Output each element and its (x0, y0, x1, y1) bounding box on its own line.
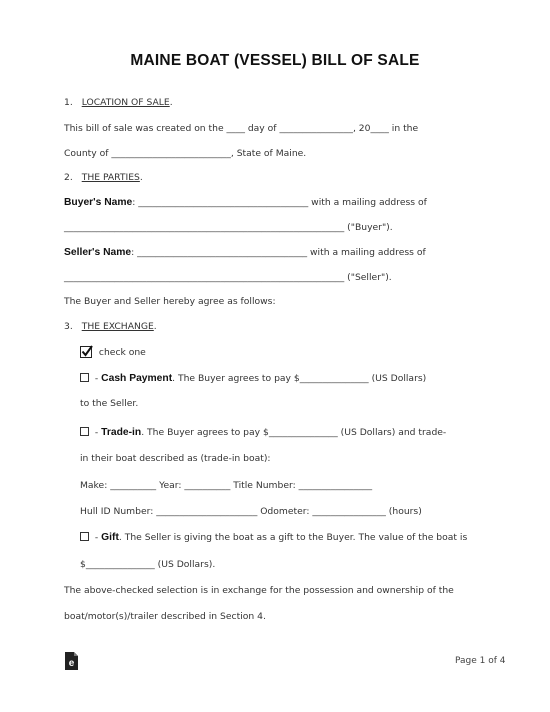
buyer-name-field[interactable]: : _____________________________________ with a mailing address of (132, 197, 427, 208)
agreement-text: The Buyer and Seller hereby agree as follows: (64, 296, 276, 307)
trade-in-text: . The Buyer agrees to pay $_______________ (US Dollars) and trade- (141, 427, 447, 438)
trade-in-option (80, 427, 446, 439)
gift-label: Gift (101, 532, 119, 543)
exchange-closing-2: boat/motor(s)/trailer described in Section 4. (64, 611, 266, 622)
check-one-label: check one (98, 347, 146, 358)
document-title: MAINE BOAT (VESSEL) BILL OF SALE (130, 52, 420, 69)
section-title: THE EXCHANGE (81, 321, 154, 332)
cash-payment-text: . The Buyer agrees to pay $_______________ (US Dollars) (172, 373, 427, 384)
eforms-logo-icon (64, 652, 78, 674)
seller-name-line (64, 247, 426, 259)
section-1-heading: 1. LOCATION OF SALE. (64, 97, 173, 108)
gift-option (80, 532, 467, 544)
option-dash: - (92, 427, 102, 438)
gift-text-2: $_______________ (US Dollars). (80, 559, 216, 570)
checked-box-icon (80, 346, 92, 358)
seller-address-field[interactable]: _____________________________________________________________ ("Seller"). (64, 272, 392, 283)
page-number: Page 1 of 4 (455, 656, 506, 666)
trade-in-hull-odometer[interactable]: Hull ID Number: ______________________ Odometer: ________________ (hours) (80, 506, 422, 517)
seller-name-field[interactable]: : _____________________________________ with a mailing address of (131, 247, 426, 258)
trade-in-text-2: in their boat described as (trade-in boat): (80, 453, 271, 464)
trade-in-checkbox[interactable] (80, 427, 89, 436)
trade-in-label: Trade-in (101, 427, 142, 438)
location-line-2: County of __________________________, State of Maine. (64, 148, 307, 159)
check-one-row (80, 346, 146, 359)
section-number: 3. (64, 321, 73, 332)
section-2-heading: 2. THE PARTIES. (64, 172, 143, 183)
buyer-label: Buyer's Name (64, 197, 133, 208)
buyer-name-line (64, 197, 427, 209)
option-dash: - (92, 373, 102, 384)
gift-text: . The Seller is giving the boat as a gift to the Buyer. The value of the boat is (118, 532, 468, 543)
cash-payment-label: Cash Payment (101, 373, 173, 384)
gift-checkbox[interactable] (80, 532, 89, 541)
trade-in-make-year-title[interactable]: Make: __________ Year: __________ Title Number: ________________ (80, 480, 373, 491)
section-3-heading: 3. THE EXCHANGE. (64, 321, 157, 332)
section-number: 1. (64, 97, 73, 108)
exchange-closing-1: The above-checked selection is in exchange for the possession and ownership of the (64, 585, 454, 596)
section-title: LOCATION OF SALE (81, 97, 170, 108)
cash-payment-text-2: to the Seller. (80, 398, 139, 409)
seller-label: Seller's Name (64, 247, 132, 258)
section-title: THE PARTIES (81, 172, 140, 183)
location-line-1: This bill of sale was created on the ____ day of ________________, 20____ in the (64, 123, 419, 134)
cash-payment-option (80, 373, 426, 385)
section-number: 2. (64, 172, 73, 183)
buyer-address-field[interactable]: _____________________________________________________________ ("Buyer"). (64, 222, 393, 233)
option-dash: - (92, 532, 102, 543)
cash-payment-checkbox[interactable] (80, 373, 89, 382)
svg-text:e: e (68, 658, 75, 669)
